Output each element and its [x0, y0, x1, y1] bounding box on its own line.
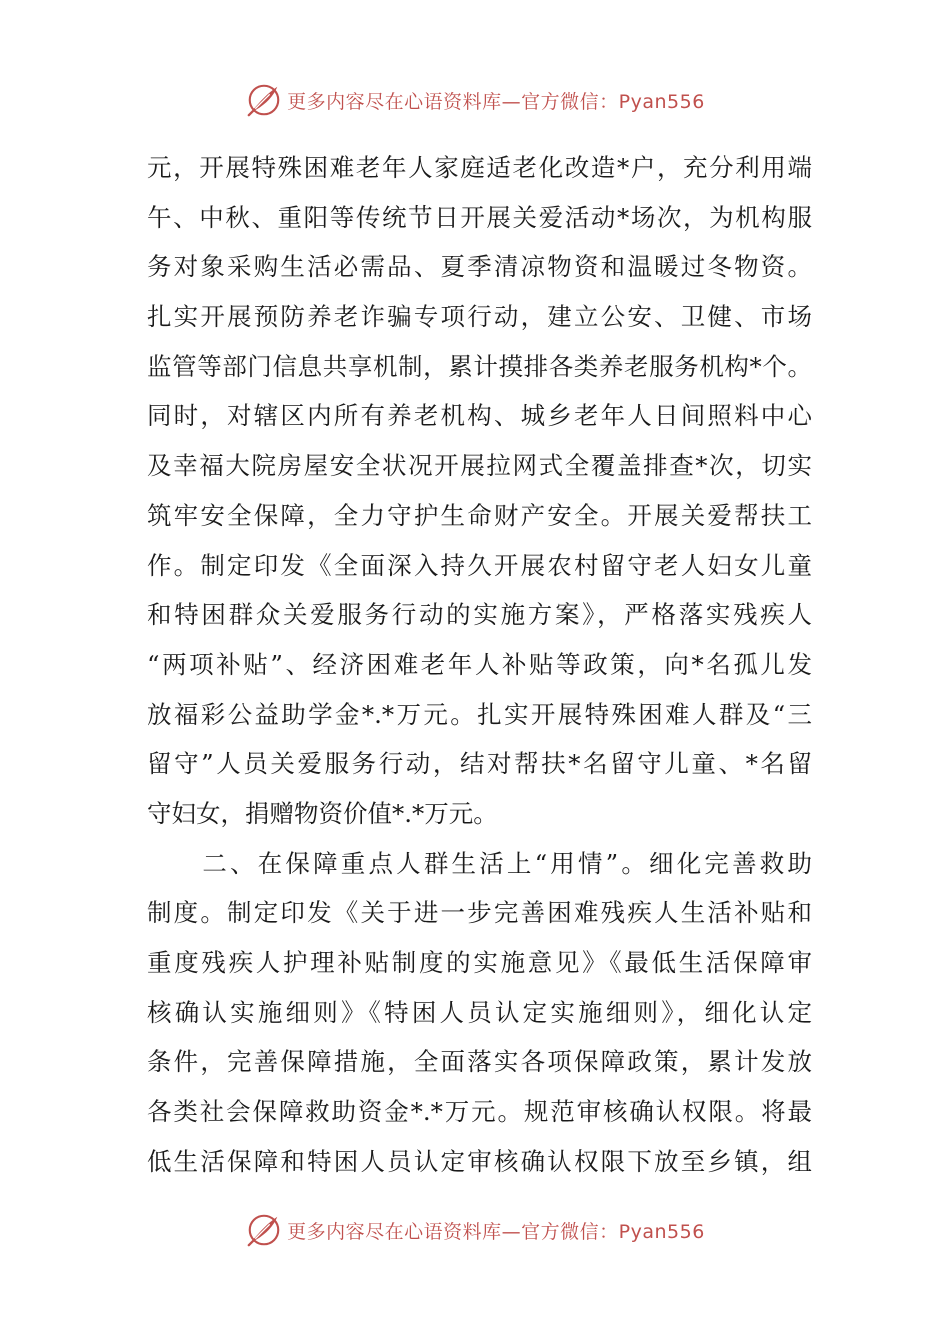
text-line: 同时，对辖区内所有养老机构、城乡老年人日间照料中心: [147, 401, 812, 431]
quill-pen-logo-icon: [245, 1211, 283, 1249]
text-line: 留守”人员关爱服务行动，结对帮扶*名留守儿童、*名留: [147, 749, 812, 779]
text-line: 作。制定印发《全面深入持久开展农村留守老人妇女儿童: [147, 550, 812, 580]
text-line: 午、中秋、重阳等传统节日开展关爱活动*场次，为机构服: [147, 202, 812, 232]
text-line: “两项补贴”、经济困难老年人补贴等政策，向*名孤儿发: [147, 649, 812, 679]
text-line: 各类社会保障救助资金*.*万元。规范审核确认权限。将最: [147, 1097, 812, 1127]
quill-pen-logo-icon: [245, 81, 283, 119]
footer-watermark-banner: [0, 1208, 950, 1252]
text-line: 条件，完善保障措施，全面落实各项保障政策，累计发放: [147, 1047, 812, 1077]
watermark-text: 更多内容尽在心语资料库—官方微信：Pyan556: [287, 1220, 705, 1243]
text-line: 扎实开展预防养老诈骗专项行动，建立公安、卫健、市场: [147, 302, 812, 332]
text-line: 低生活保障和特困人员认定审核确认权限下放至乡镇，组: [147, 1146, 812, 1176]
text-line: 筑牢安全保障，全力守护生命财产安全。开展关爱帮扶工: [147, 500, 812, 530]
text-line: 守妇女，捐赠物资价值*.*万元。: [147, 798, 498, 828]
text-line: 务对象采购生活必需品、夏季清凉物资和温暖过冬物资。: [147, 252, 812, 282]
watermark-text: 更多内容尽在心语资料库—官方微信：Pyan556: [287, 90, 705, 113]
text-line: 监管等部门信息共享机制，累计摸排各类养老服务机构*个。: [147, 351, 812, 381]
text-line: 和特困群众关爱服务行动的实施方案》，严格落实残疾人: [147, 600, 812, 630]
text-line: 元，开展特殊困难老年人家庭适老化改造*户，充分利用端: [147, 153, 812, 182]
header-watermark-banner: [0, 78, 950, 122]
text-line: 核确认实施细则》《特困人员认定实施细则》，细化认定: [147, 997, 812, 1027]
text-line: 及幸福大院房屋安全状况开展拉网式全覆盖排查*次，切实: [147, 451, 812, 481]
text-line: 重度残疾人护理补贴制度的实施意见》《最低生活保障审: [147, 948, 812, 977]
document-body: [147, 143, 812, 1186]
text-line: 制度。制定印发《关于进一步完善困难残疾人生活补贴和: [147, 898, 812, 928]
text-line: 放福彩公益助学金*.*万元。扎实开展特殊困难人群及“三: [147, 699, 812, 729]
section-heading-line: 二、在保障重点人群生活上“用情”。细化完善救助: [147, 848, 812, 878]
